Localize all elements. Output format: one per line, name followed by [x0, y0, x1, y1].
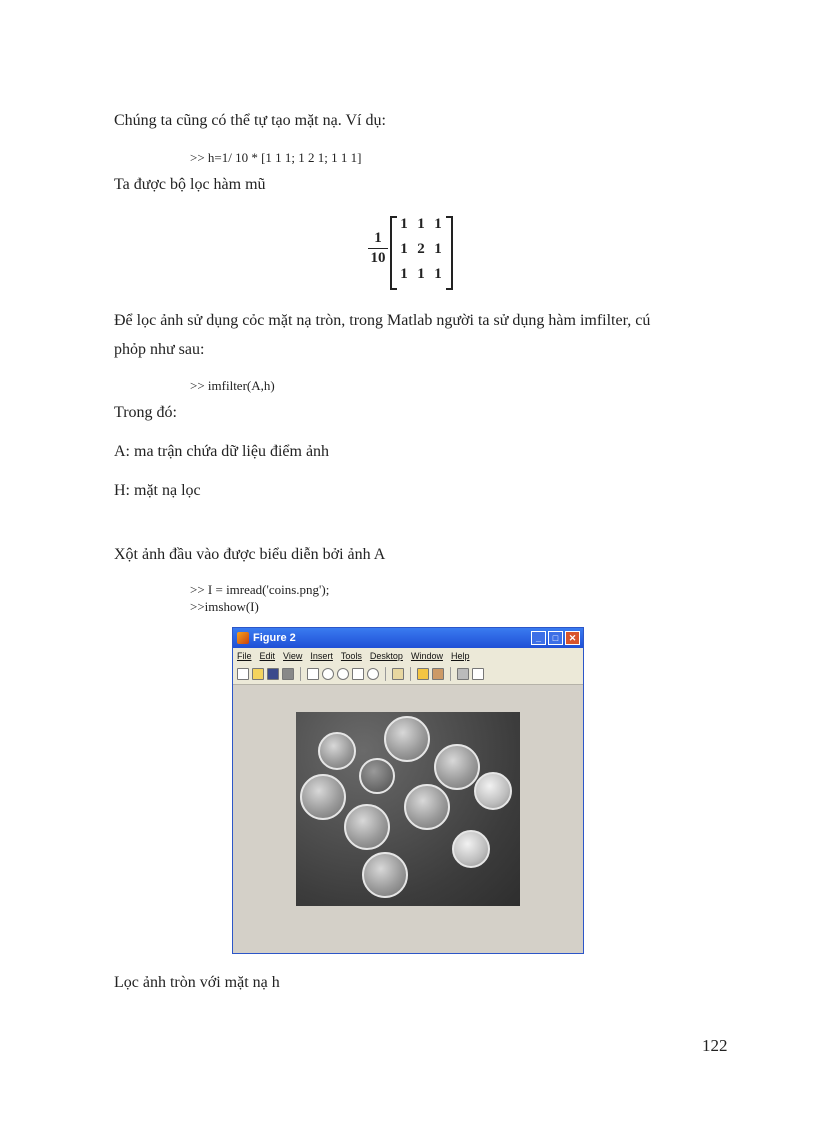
usage-text-line1: Để lọc ảnh sử dụng cỏc mặt nạ tròn, trong Matlab người ta sử dụng hàm imfilter, cú: [114, 312, 651, 329]
coin: [474, 772, 512, 810]
show-plot-tools-icon: [472, 668, 484, 680]
matlab-figure-window: [232, 627, 584, 954]
intro-text: Chúng ta cũng có thể tự tạo mặt nạ. Ví dụ:: [114, 112, 386, 129]
coin: [434, 744, 480, 790]
menu-tools: Tools: [340, 651, 362, 661]
figure-titlebar: [233, 628, 583, 648]
matrix-cell: 1: [434, 216, 442, 232]
toolbar-separator: [300, 667, 301, 681]
coin: [384, 716, 430, 762]
coin: [404, 784, 450, 830]
rotate-icon: [367, 668, 379, 680]
toolbar-separator: [410, 667, 411, 681]
maximize-icon: □: [548, 631, 563, 645]
close-icon: ✕: [565, 631, 580, 645]
figure-title: Figure 2: [253, 632, 296, 644]
new-figure-icon: [237, 668, 249, 680]
matrix-cell: 1: [434, 241, 442, 257]
matrix-row: [396, 241, 446, 258]
open-file-icon: [252, 668, 264, 680]
matlab-logo-icon: [237, 632, 249, 644]
matrix-cell: 1: [417, 216, 425, 232]
definition-h: H: mặt nạ lọc: [114, 482, 201, 499]
figure-menubar: [233, 648, 583, 664]
zoom-in-icon: [322, 668, 334, 680]
minimize-icon: _: [531, 631, 546, 645]
menu-edit: Edit: [259, 651, 276, 661]
menu-view: View: [283, 651, 303, 661]
legend-icon: [432, 668, 444, 680]
matrix-row: [396, 266, 446, 283]
coin: [359, 758, 395, 794]
matrix-row: [396, 216, 446, 233]
matrix-cell: 2: [417, 241, 425, 257]
pointer-icon: [307, 668, 319, 680]
page-number: 122: [702, 1036, 728, 1055]
code-imread: >> I = imread('coins.png');: [190, 582, 330, 597]
zoom-out-icon: [337, 668, 349, 680]
menu-window: Window: [410, 651, 443, 661]
where-text: Trong đó:: [114, 404, 177, 421]
coin: [300, 774, 346, 820]
coin: [452, 830, 490, 868]
figure-toolbar: [233, 664, 583, 685]
usage-text-line2: phỏp như sau:: [114, 341, 205, 358]
matrix-cell: 1: [400, 266, 408, 282]
matrix-cell: 1: [400, 216, 408, 232]
figure-canvas: [233, 685, 583, 953]
menu-help: Help: [450, 651, 470, 661]
code-mask-definition: >> h=1/ 10 * [1 1 1; 1 2 1; 1 1 1]: [190, 150, 362, 165]
matrix-cell: 1: [434, 266, 442, 282]
coin: [344, 804, 390, 850]
pan-icon: [352, 668, 364, 680]
coin: [318, 732, 356, 770]
data-cursor-icon: [392, 668, 404, 680]
definition-a: A: ma trận chứa dữ liệu điểm ảnh: [114, 443, 330, 460]
filter-result-text: Ta được bộ lọc hàm mũ: [114, 176, 266, 193]
colorbar-icon: [417, 668, 429, 680]
fraction-denominator: 10: [370, 250, 386, 266]
matrix-cell: 1: [417, 266, 425, 282]
input-image-text: Xột ảnh đầu vào được biểu diễn bởi ảnh A: [114, 546, 386, 563]
fraction-numerator: 1: [368, 230, 388, 249]
menu-file: File: [237, 651, 252, 661]
filter-round-text: Lọc ảnh tròn với mặt nạ h: [114, 974, 280, 991]
save-icon: [267, 668, 279, 680]
menu-desktop: Desktop: [369, 651, 403, 661]
toolbar-separator: [385, 667, 386, 681]
code-imshow: >>imshow(I): [190, 599, 259, 614]
hide-plot-tools-icon: [457, 668, 469, 680]
code-imfilter: >> imfilter(A,h): [190, 378, 275, 393]
matrix-cell: 1: [400, 241, 408, 257]
menu-insert: Insert: [310, 651, 333, 661]
coin: [362, 852, 408, 898]
right-bracket: [446, 216, 453, 290]
coins-image: [296, 712, 520, 906]
print-icon: [282, 668, 294, 680]
toolbar-separator: [450, 667, 451, 681]
mask-matrix: [366, 214, 456, 288]
matrix-fraction: [368, 230, 388, 267]
